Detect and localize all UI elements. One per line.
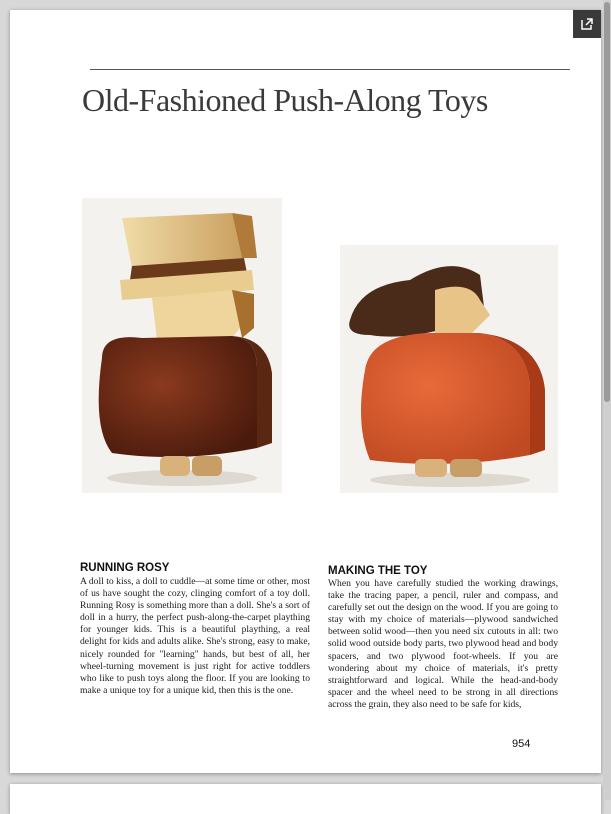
doll-photo-tophat: [82, 198, 282, 493]
scrollbar-thumb[interactable]: [604, 2, 610, 402]
document-page: [10, 10, 601, 773]
page-number: 954: [512, 738, 531, 750]
section-body-running-rosy: A doll to kiss, a doll to cuddle—at some time or other, most of us have sought the cozy, clinging comfort of a toy doll. Running Rosy is something more than a doll. She's a sort of doll in a hurry, the perfect push-along-the-carpet plaything for younger kids. This is a beautiful plaything, a real delight for kids and adults alike. She's strong, easy to make, nicely rounded for "learning" hands, but best of all, her wheel-turning movement is just right for active toddlers who like to push toys along the floor. If you are looking to make a unique toy for a unique kid, then this is the one.: [80, 576, 310, 696]
next-page-edge: [10, 784, 601, 814]
section-body-making-the-toy: When you have carefully studied the working drawings, take the tracing paper, a pencil, ruler and compass, and carefully set out the design on the wood. If you are going to stay with my choice of materials—plywood sandwiched between solid wood—then you need six cutouts in all: two solid wood outside body parts, two plywood head and body spacers, and two plywood foot-wheels. If you are wondering about my choice of materials, it's pretty straightforward and logical. While the head-and-body spacer and the wheel need to be strong in all directions across the grain, they also need to be safe for kids,: [328, 578, 558, 710]
title-rule: [90, 69, 570, 70]
tophat-doll-illustration: [82, 198, 282, 493]
doll-photo-red: [340, 245, 558, 493]
red-doll-illustration: [340, 245, 558, 493]
page-title: Old-Fashioned Push-Along Toys: [82, 82, 488, 118]
section-heading-running-rosy: RUNNING ROSY: [80, 562, 170, 574]
popout-button[interactable]: [573, 10, 601, 38]
scrollbar[interactable]: [603, 0, 611, 800]
open-external-icon: [580, 17, 594, 31]
section-heading-making-the-toy: MAKING THE TOY: [328, 565, 428, 577]
